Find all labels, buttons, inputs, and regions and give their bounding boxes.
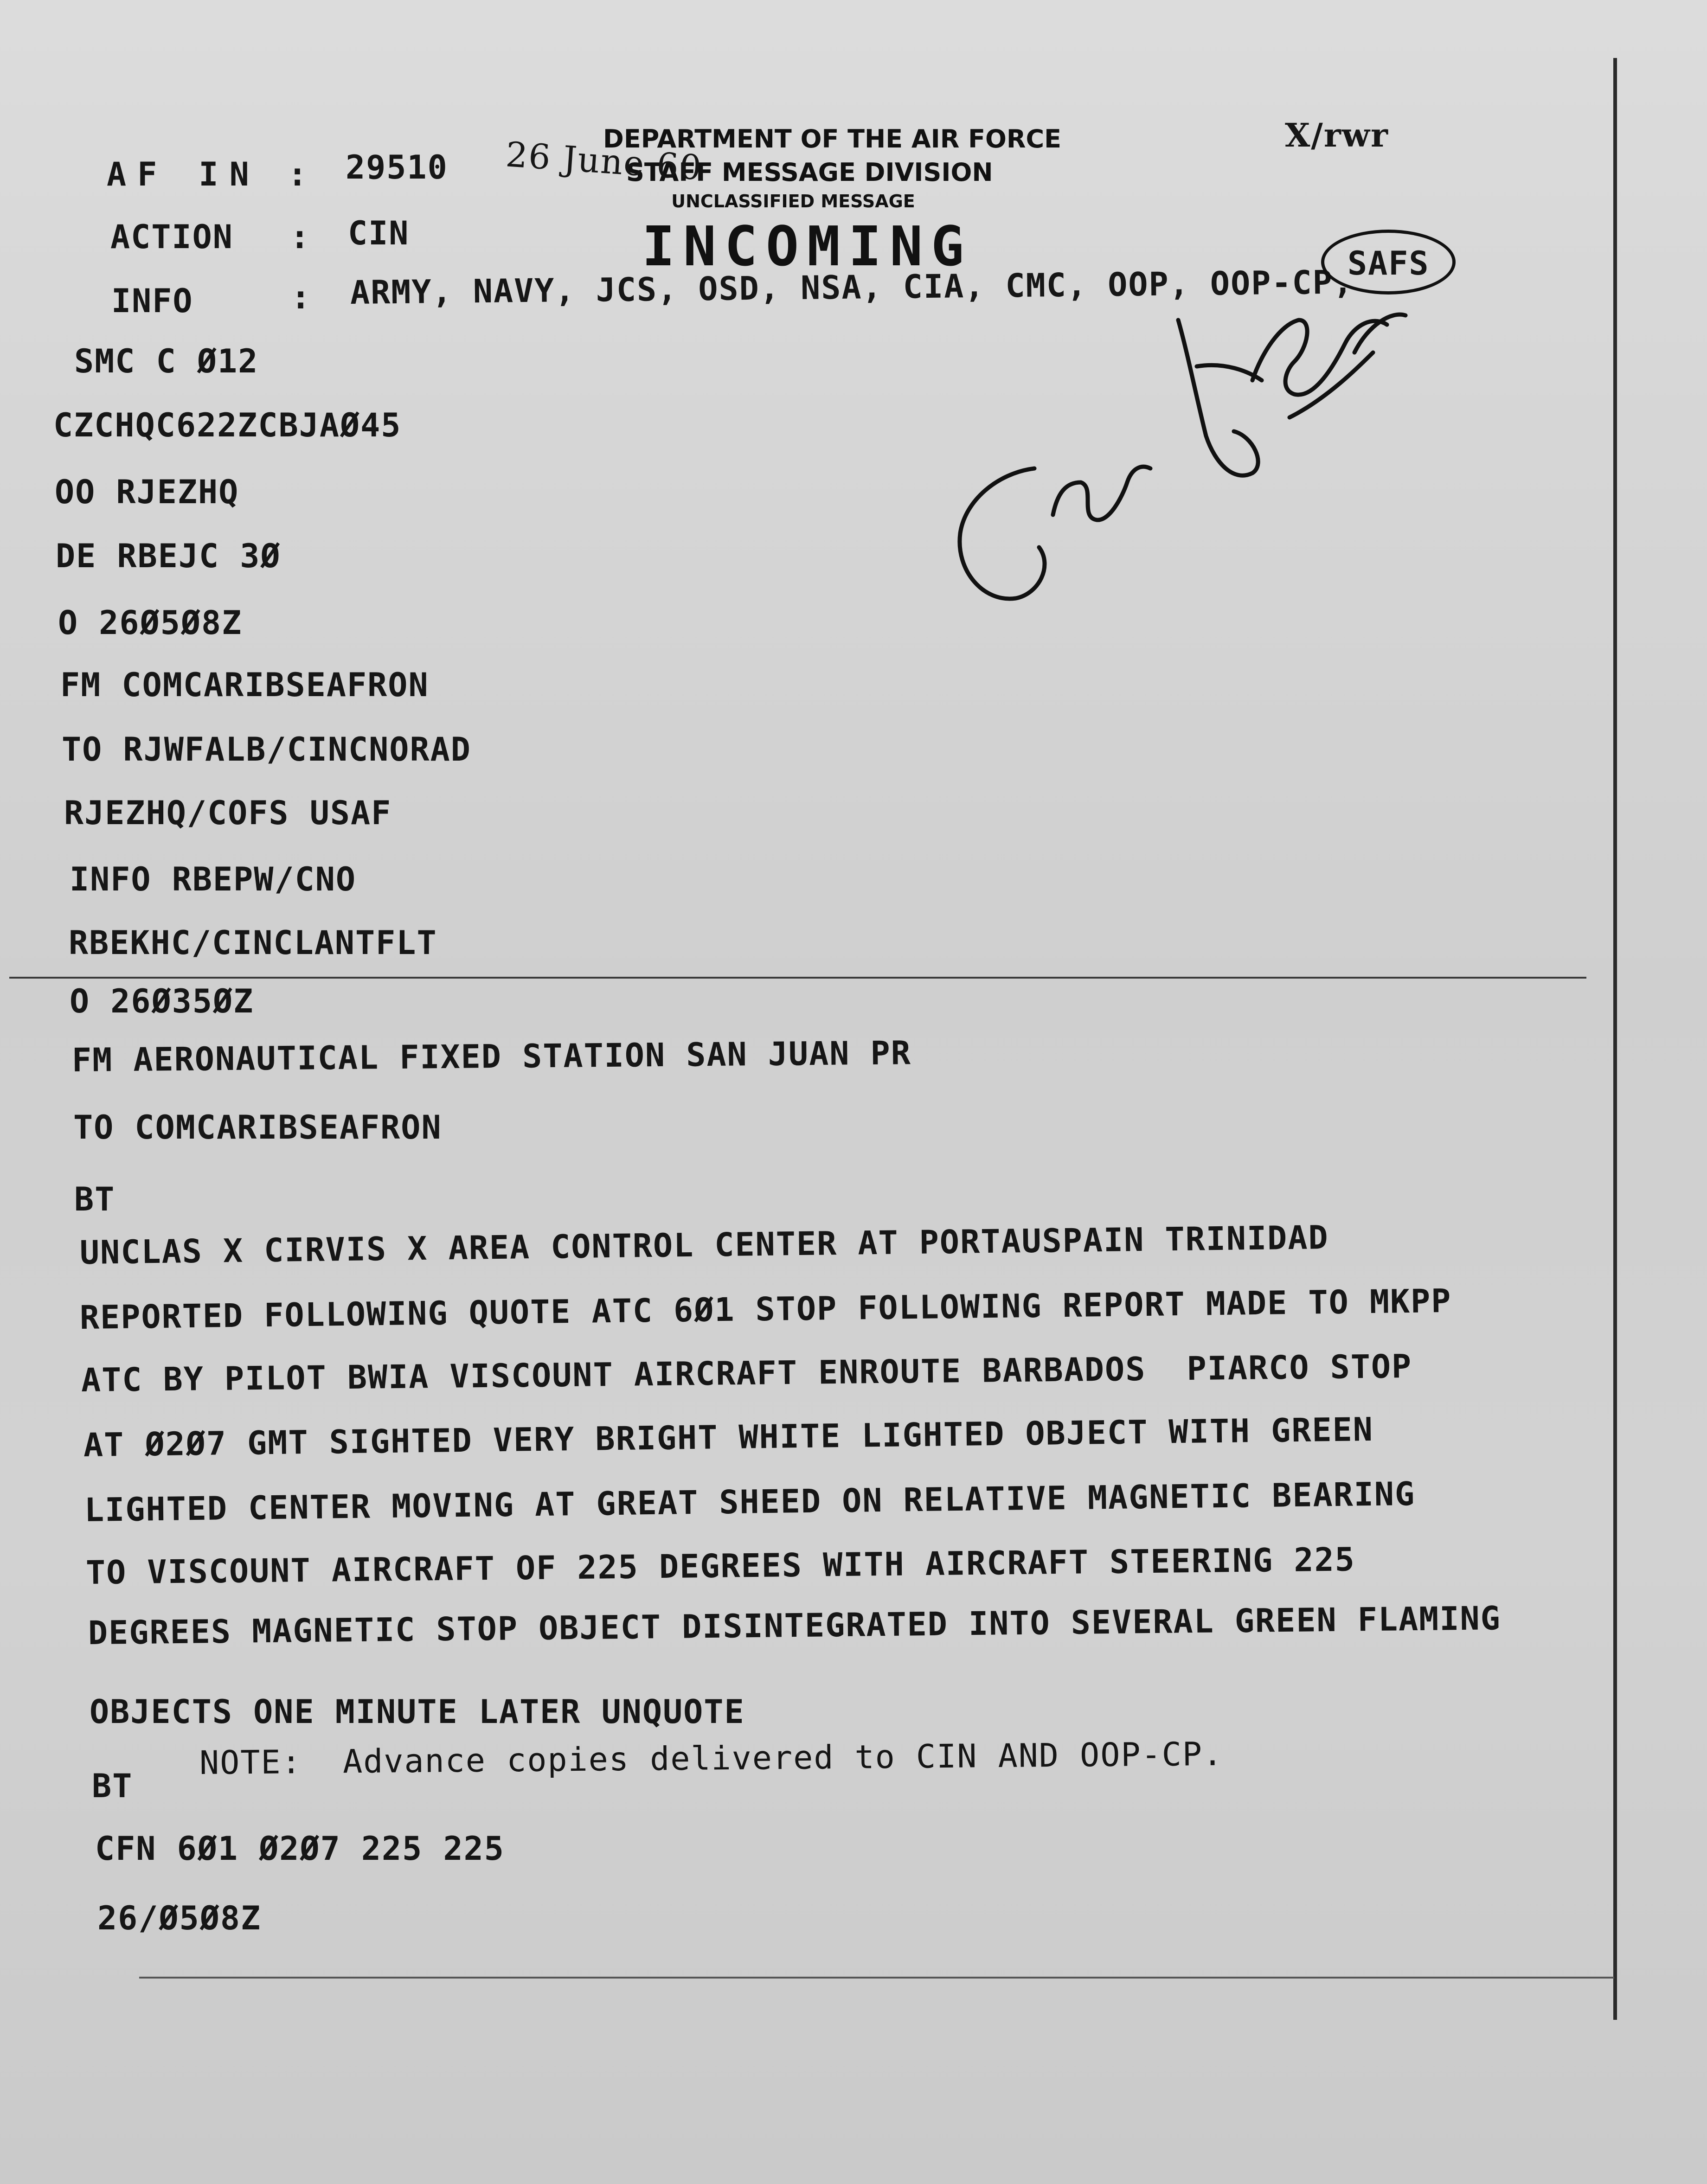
message-line: AT Ø2Ø7 GMT SIGHTED VERY BRIGHT WHITE LIGHTED OBJECT WITH GREEN	[83, 1410, 1374, 1464]
transmission-line: RJEZHQ/COFS USAF	[64, 794, 392, 832]
action-colon: :	[290, 218, 311, 256]
delivery-note: NOTE: Advance copies delivered to CIN AND OOP-CP.	[199, 1735, 1224, 1782]
division-heading: STAFF MESSAGE DIVISION	[626, 158, 993, 187]
transmission-line: DE RBEJC 3Ø	[56, 537, 281, 575]
date-time-group: 26/Ø5Ø8Z	[97, 1899, 262, 1937]
department-heading: DEPARTMENT OF THE AIR FORCE	[603, 124, 1062, 154]
message-line: REPORTED FOLLOWING QUOTE ATC 6Ø1 STOP FOLLOWING REPORT MADE TO MKPP	[79, 1281, 1452, 1337]
initials-mark: X/rwr	[1285, 116, 1389, 154]
info-circled-safs: SAFS	[1348, 244, 1430, 282]
message-line: DEGREES MAGNETIC STOP OBJECT DISINTEGRATED INTO SEVERAL GREEN FLAMING	[88, 1599, 1502, 1652]
handwritten-date: 26 June 60	[504, 134, 704, 188]
af-in-number: 29510	[346, 148, 448, 186]
af-in-label: AF IN	[107, 155, 260, 193]
message-line: LIGHTED CENTER MOVING AT GREAT SHEED ON RELATIVE MAGNETIC BEARING	[84, 1474, 1416, 1529]
info-colon: :	[291, 278, 312, 316]
action-value: CIN	[348, 214, 410, 252]
af-in-colon: :	[288, 155, 308, 193]
transmission-line: SMC C Ø12	[74, 342, 259, 380]
transmission-line: O 26Ø5Ø8Z	[58, 604, 243, 642]
transmission-line: RBEKHC/CINCLANTFLT	[69, 924, 437, 962]
transmission-line: TO RJWFALB/CINCNORAD	[62, 730, 471, 769]
cfn-line: CFN 6Ø1 Ø2Ø7 225 225	[95, 1830, 505, 1868]
message-line: TO COMCARIBSEAFRON	[73, 1108, 442, 1146]
message-line: TO VISCOUNT AIRCRAFT OF 225 DEGREES WITH AIRCRAFT STEERING 225	[85, 1540, 1356, 1592]
closing-bt: BT	[92, 1767, 133, 1805]
message-line: FM AERONAUTICAL FIXED STATION SAN JUAN PR	[71, 1034, 912, 1079]
message-line: O 26Ø35ØZ	[70, 982, 254, 1020]
incoming-heading: INCOMING	[642, 214, 973, 278]
action-label: ACTION	[110, 218, 233, 256]
transmission-line: OO RJEZHQ	[55, 473, 239, 511]
transmission-line: FM COMCARIBSEAFRON	[60, 666, 429, 704]
message-line: OBJECTS ONE MINUTE LATER UNQUOTE	[90, 1693, 745, 1731]
transmission-line: INFO RBEPW/CNO	[70, 860, 357, 898]
classification-heading: UNCLASSIFIED MESSAGE	[671, 191, 915, 211]
message-line: ATC BY PILOT BWIA VISCOUNT AIRCRAFT ENROUTE BARBADOS PIARCO STOP	[81, 1347, 1412, 1399]
info-distribution: ARMY, NAVY, JCS, OSD, NSA, CIA, CMC, OOP, OOP-CP,	[350, 263, 1354, 312]
message-line: BT	[74, 1180, 116, 1218]
message-line: UNCLAS X CIRVIS X AREA CONTROL CENTER AT PORTAUSPAIN TRINIDAD	[79, 1218, 1329, 1272]
info-label: INFO	[111, 282, 193, 320]
transmission-line: CZCHQC622ZCBJAØ45	[53, 406, 402, 444]
